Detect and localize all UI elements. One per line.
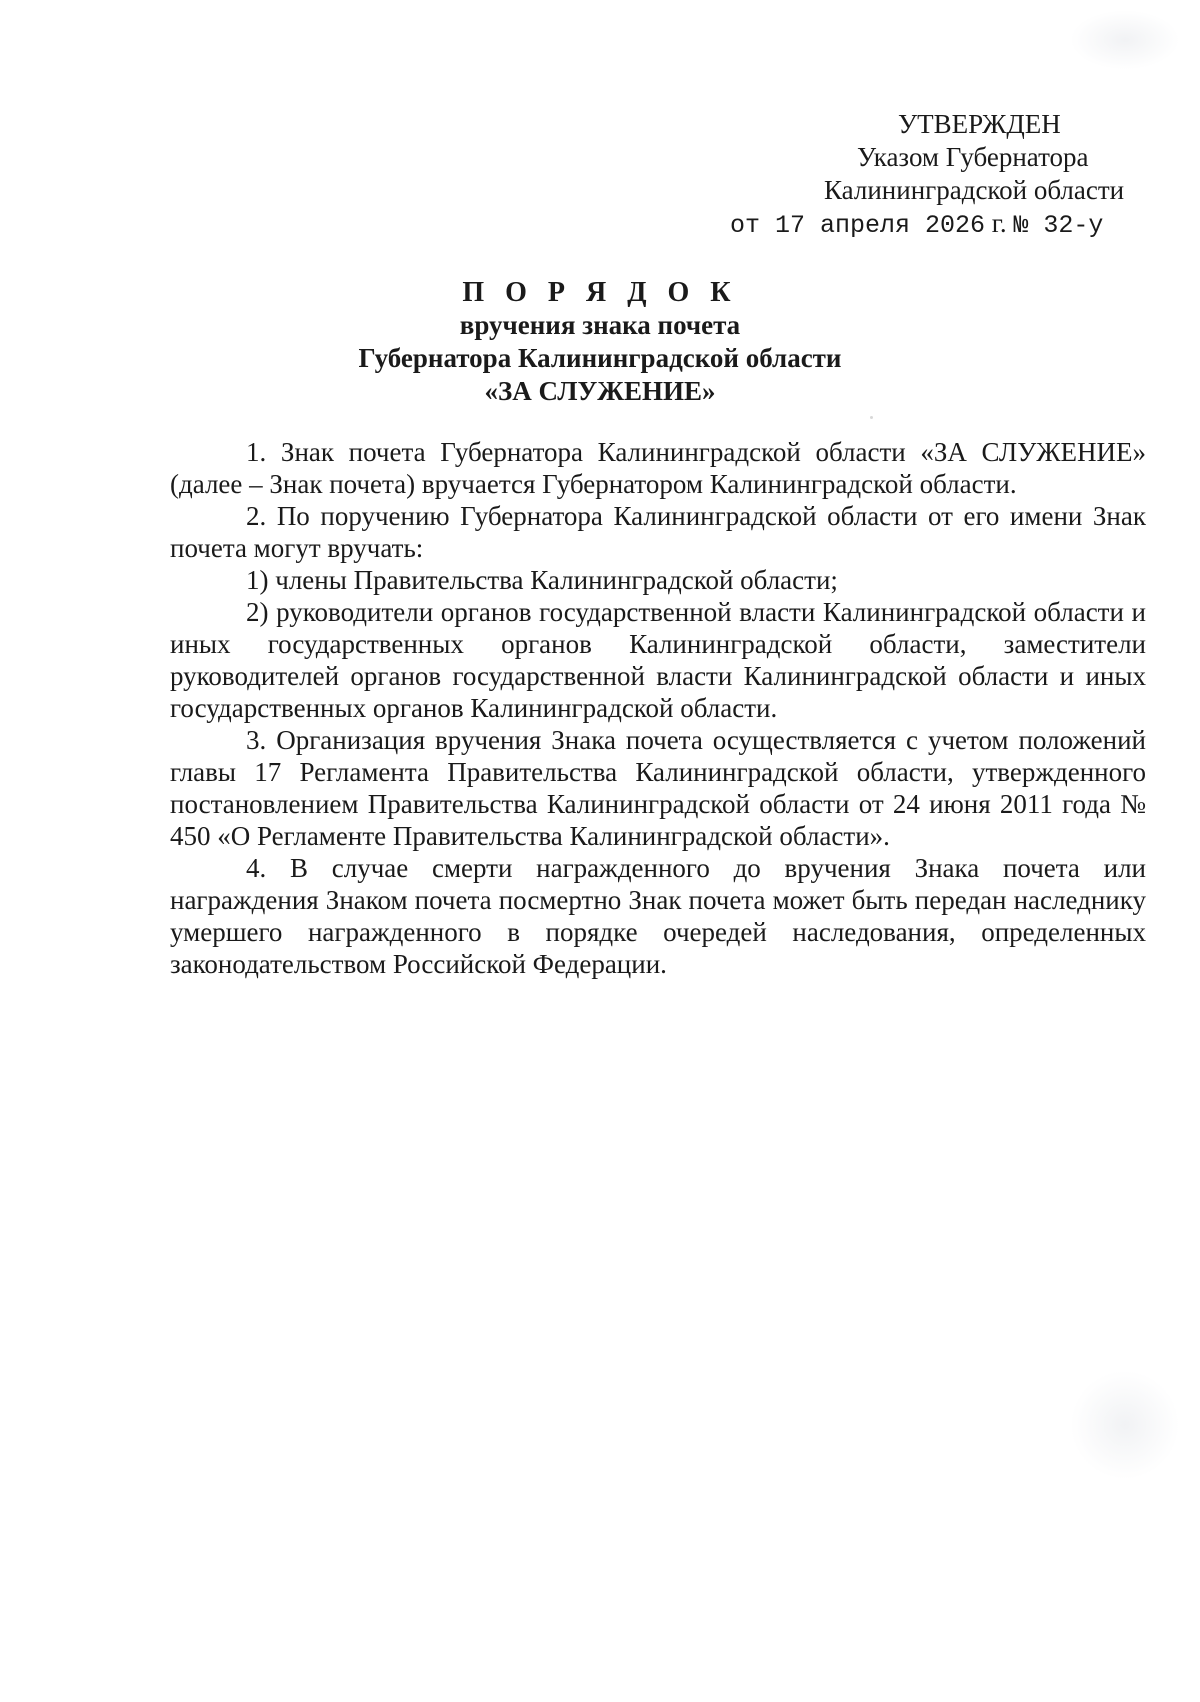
paragraph-1: 1. Знак почета Губернатора Калининградской области «ЗА СЛУЖЕНИЕ» (далее – Знак почета) вручается Губернатором Калининградской области.	[170, 437, 1146, 499]
list-item-2: 2) руководители органов государственной власти Калининградской области и иных государственных органов Калининградской области, заместители руководителей органов государственной власти Калининградской области и иных государственных органов Калининградской области.	[170, 597, 1146, 723]
scan-artifact	[1070, 1370, 1180, 1480]
paragraph-3: 3. Организация вручения Знака почета осуществляется с учетом положений главы 17 Регламента Правительства Калининградской области, утвержденного постановлением Правительства Калининградской области от 24 июня 2011 года № 450 «О Регламенте Правительства Калининградской области».	[170, 725, 1146, 851]
document-body	[170, 436, 1146, 980]
title-award-name: «ЗА СЛУЖЕНИЕ»	[484, 376, 716, 406]
approval-authority: Указом Губернатора	[857, 142, 1089, 172]
scan-artifact	[1070, 10, 1180, 70]
title-subject: вручения знака почета	[459, 310, 741, 340]
approval-year-suffix: г.	[985, 208, 1014, 238]
approval-date-number	[730, 207, 1103, 242]
approval-number: № 32-у	[1013, 211, 1104, 240]
approval-date: от 17 апреля 2026	[730, 211, 986, 240]
scan-artifact	[870, 416, 873, 419]
title-authority: Губернатора Калининградской области	[358, 343, 842, 373]
paragraph-4: 4. В случае смерти награжденного до вручения Знака почета или награждения Знаком почета посмертно Знак почета может быть передан наследнику умершего награжденного в порядке очередей наследования, определенных законодательством Российской Федерации.	[170, 853, 1146, 979]
paragraph-2: 2. По поручению Губернатора Калининградской области от его имени Знак почета могут вручать:	[170, 501, 1146, 563]
document-title	[0, 276, 1200, 408]
approval-block	[730, 108, 1140, 240]
approval-region: Калининградской области	[824, 175, 1125, 205]
title-heading: П О Р Я Д О К	[462, 277, 738, 308]
list-item-1: 1) члены Правительства Калининградской области;	[246, 565, 838, 595]
approval-title: УТВЕРЖДЕН	[898, 109, 1061, 139]
